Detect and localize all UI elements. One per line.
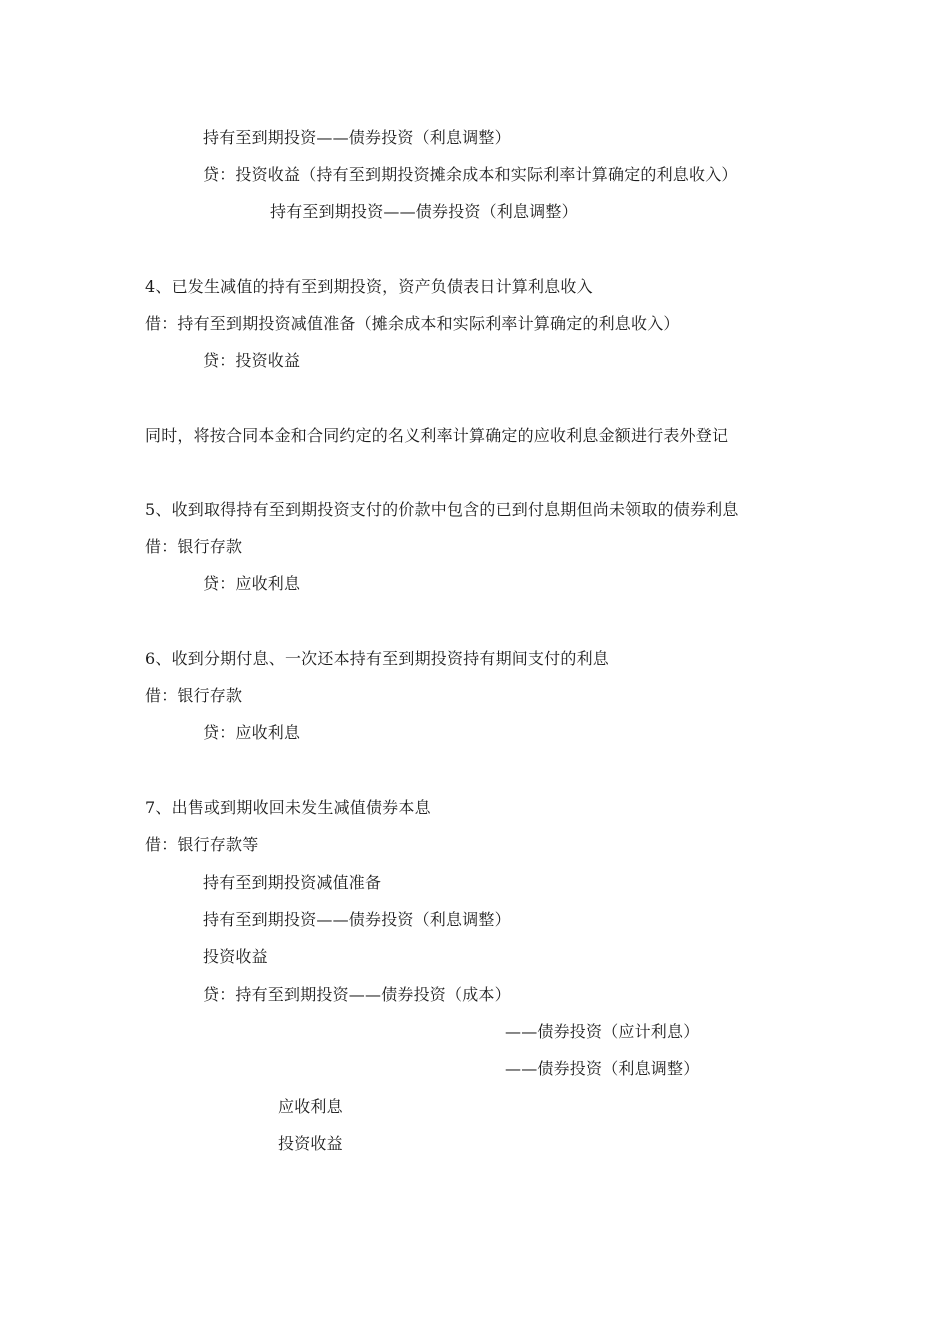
entry-line-2: 贷：投资收益（持有至到期投资摊余成本和实际利率计算确定的利息收入）: [203, 165, 738, 184]
entry-line-debit-sub: 投资收益: [203, 947, 268, 966]
entry-line-credit: 贷：应收利息: [203, 574, 301, 593]
entry-line-credit: 贷：应收利息: [203, 723, 301, 742]
section-5-heading: 5、收到取得持有至到期投资支付的价款中包含的已到付息期但尚未领取的债券利息: [145, 500, 739, 519]
entry-line-1: 持有至到期投资——债券投资（利息调整）: [203, 128, 511, 147]
entry-line-credit: 贷：持有至到期投资——债券投资（成本）: [203, 985, 511, 1004]
section-4-heading: 4、已发生减值的持有至到期投资，资产负债表日计算利息收入: [145, 277, 593, 296]
entry-line-credit-sub: ——债券投资（利息调整）: [505, 1059, 700, 1078]
entry-line-debit: 借：银行存款: [145, 686, 243, 705]
entry-line-debit-sub: 持有至到期投资——债券投资（利息调整）: [203, 910, 511, 929]
entry-line-debit: 借：银行存款: [145, 537, 243, 556]
note-line: 同时，将按合同本金和合同约定的名义利率计算确定的应收利息金额进行表外登记: [145, 426, 729, 445]
entry-line-3: 持有至到期投资——债券投资（利息调整）: [270, 202, 578, 221]
entry-line-credit-sub: 应收利息: [278, 1097, 343, 1116]
entry-line-credit-sub: ——债券投资（应计利息）: [505, 1022, 700, 1041]
section-6-heading: 6、收到分期付息、一次还本持有至到期投资持有期间支付的利息: [145, 649, 609, 668]
entry-line-credit-sub: 投资收益: [278, 1134, 343, 1153]
entry-line-debit-sub: 持有至到期投资减值准备: [203, 873, 382, 892]
entry-line-debit: 借：银行存款等: [145, 835, 259, 854]
entry-line-debit: 借：持有至到期投资减值准备（摊余成本和实际利率计算确定的利息收入）: [145, 314, 680, 333]
entry-line-credit: 贷：投资收益: [203, 351, 301, 370]
section-7-heading: 7、出售或到期收回未发生减值债券本息: [145, 798, 431, 817]
